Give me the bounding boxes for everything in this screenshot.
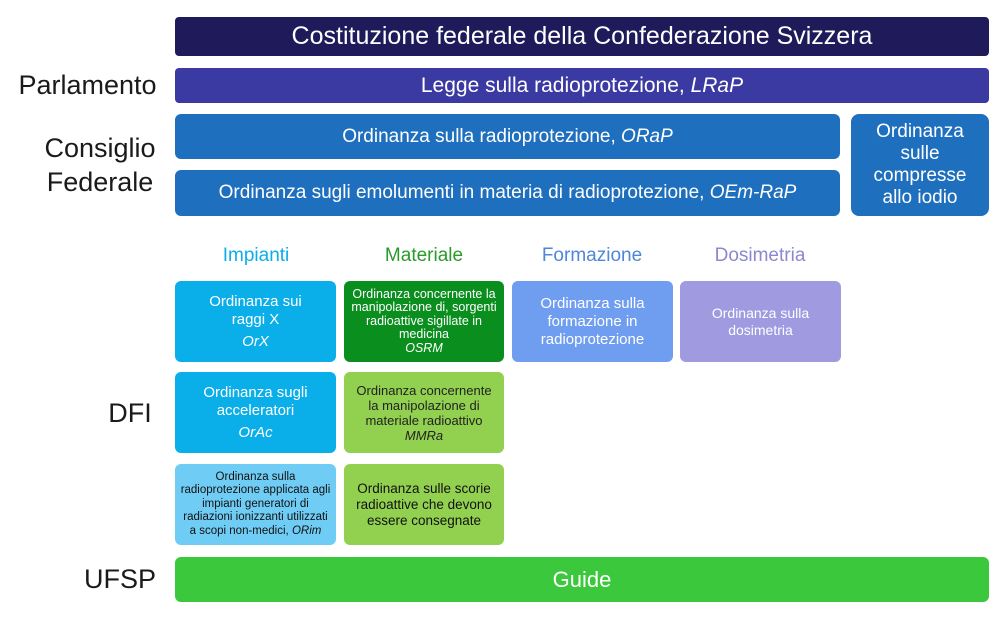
orim-box [175,464,336,545]
parlamento-label: Parlamento [18,70,157,100]
orac-title: Ordinanza sugli acceleratori [203,383,308,419]
orap-bar [175,114,840,159]
osrm-abbr: OSRM [405,340,443,355]
orx-box [175,281,336,362]
dfi-label: DFI [108,398,152,428]
oem-rap-bar [175,170,840,216]
column-dosimetria: Dosimetria [714,245,806,266]
orac-abbr: OrAc [238,423,273,441]
orap-abbr: ORaP [621,125,673,147]
constitution-label: Costituzione federale della Confederazione Svizzera [291,22,873,50]
formazione-box [512,281,673,362]
osrm-box [344,281,504,362]
guide-bar [175,557,989,602]
orx-abbr: OrX [242,332,269,350]
mmra-title: Ordinanza concernente la manipolazione di materiale radioattivo [356,382,492,428]
oem-rap-label: Ordinanza sugli emolumenti in materia di radioprotezione, OEm-RaP [218,182,797,203]
formazione-title: Ordinanza sulla formazione in radioprotezione [540,294,645,348]
column-materiale: Materiale [384,245,464,266]
column-formazione: Formazione [541,245,643,266]
iodio-label: Ordinanza sulle compresse allo iodio [873,121,967,208]
orim-label: Ordinanza sulla radioprotezione applicata agli impianti generatori di radiazioni ionizzanti utilizzati a scopi non-medici, ORim [180,470,331,537]
column-impianti: Impianti [222,245,290,266]
lrap-label: Legge sulla radioprotezione, LRaP [420,73,744,97]
constitution-bar [175,17,989,56]
guide-label: Guide [552,566,612,592]
orap-label: Ordinanza sulla radioprotezione, ORaP [342,125,673,147]
lrap-bar [175,68,989,103]
mmra-abbr: MMRa [404,427,444,443]
iodio-box [851,114,989,216]
orx-title: Ordinanza sui raggi X [209,292,302,328]
consiglio-federale-label: Consiglio Federale [44,133,156,197]
dosimetria-title: Ordinanza sulla dosimetria [711,304,810,338]
scorie-box [344,464,504,545]
orim-abbr: ORim [291,524,322,537]
osrm-title: Ordinanza concernente la manipolazione di, sorgenti radioattive sigillate in medicina [351,286,497,342]
ufsp-label: UFSP [83,564,156,594]
mmra-box [344,372,504,453]
dosimetria-box [680,281,841,362]
orac-box [175,372,336,453]
lrap-abbr: LRaP [690,73,744,97]
oem-rap-abbr: OEm-RaP [709,182,797,203]
scorie-title: Ordinanza sulle scorie radioattive che devono essere consegnate [356,480,492,528]
